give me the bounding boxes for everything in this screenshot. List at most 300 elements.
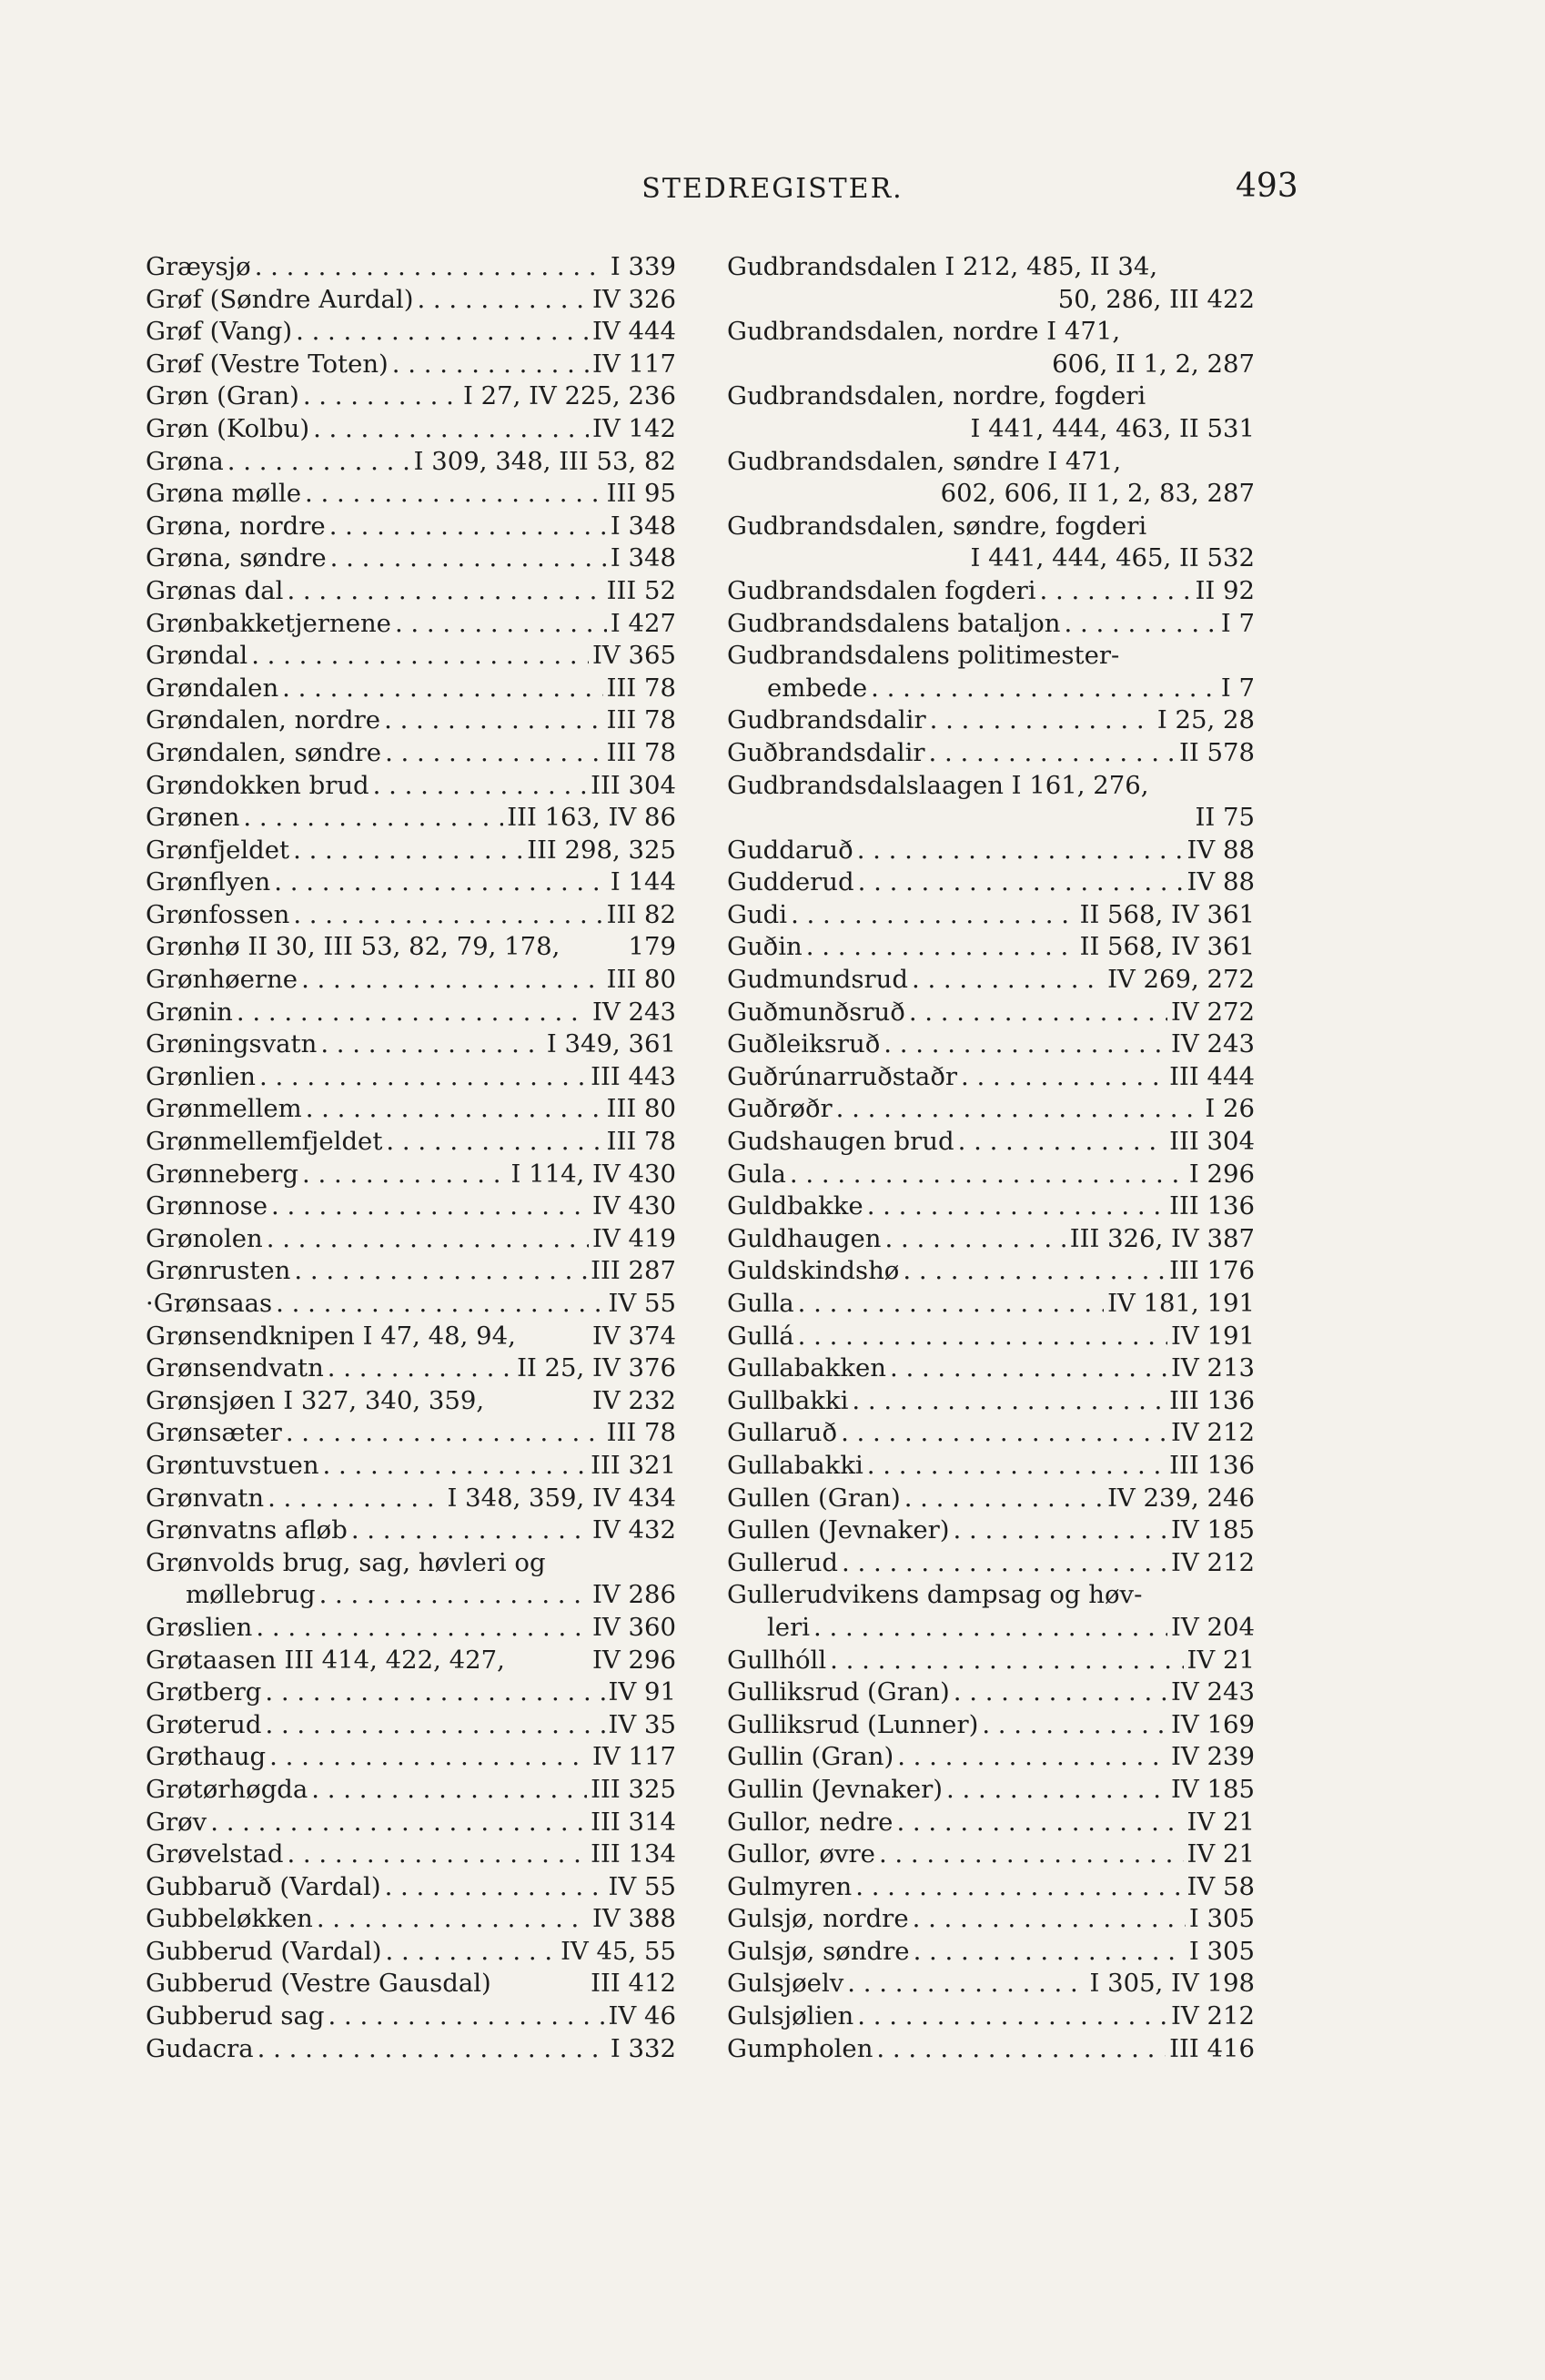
dot-leader [302,1159,507,1191]
entry-reference: I 348, 359, IV 434 [447,1483,676,1513]
entry-reference: I 332 [610,2033,676,2063]
entry-term: Gullor, øvre [727,1839,875,1869]
entry-term: Gulsjølien [727,2001,854,2031]
dot-leader [271,1190,589,1223]
dot-leader [274,866,607,899]
index-entry [146,1676,676,1709]
entry-term: Gudi [727,899,788,929]
entry-reference: I 441, 444, 463, II 531 [970,413,1255,443]
index-entry [146,478,676,511]
dot-leader [317,1903,589,1936]
index-entry [727,1871,1255,1904]
index-entry [146,1450,676,1483]
entry-reference: IV 169 [1171,1709,1255,1739]
entry-reference: III 136 [1169,1385,1255,1415]
entry-reference: III 326, IV 387 [1069,1223,1255,1253]
entry-term: Grøn (Kolbu) [146,413,310,443]
index-entry [146,380,676,413]
dot-leader [227,446,410,479]
entry-term: Grøndokken brud [146,770,369,800]
entry-term: Gullin (Gran) [727,1742,894,1772]
index-entry [727,673,1255,705]
dot-leader [855,1871,1183,1904]
dot-leader [293,835,523,867]
index-entry [146,1741,676,1774]
entry-reference: IV 185 [1171,1515,1255,1545]
index-entry [727,1126,1255,1159]
dot-leader [913,1903,1186,1936]
dot-leader [328,1352,513,1385]
entry-reference: III 287 [591,1256,676,1286]
entry-term: Gudbrandsdalir [727,705,926,735]
dot-leader [841,1417,1167,1450]
dot-leader [858,866,1184,899]
entry-term: Grøna, nordre [146,511,326,541]
entry-term: Grønolen [146,1223,263,1253]
entry-term: Guðin [727,932,803,962]
dot-leader [385,1871,605,1904]
entry-reference: III 95 [606,479,676,509]
entry-reference: II 75 [1195,803,1255,833]
entry-reference: I 144 [610,867,676,897]
dot-leader [306,1093,603,1126]
index-entry [727,608,1255,641]
dot-leader [386,1936,558,1969]
dot-leader [265,1676,604,1709]
index-entry [146,446,676,479]
index-entry [727,931,1255,964]
entry-term: Grønsendvatn [146,1353,324,1383]
entry-term: Guldhaugen [727,1223,882,1253]
dot-leader [286,1417,603,1450]
index-entry [727,704,1255,737]
entry-reference: 179 [628,932,676,962]
entry-term: Gullen (Gran) [727,1483,901,1513]
index-entry [727,446,1255,479]
entry-term: Gulsjøelv [727,1969,844,1999]
dot-leader [958,1126,1166,1159]
entry-reference: I 25, 28 [1156,705,1255,735]
index-entry [146,673,676,705]
dot-leader [319,1579,589,1612]
entry-reference: III 136 [1169,1191,1255,1221]
entry-term: Grønhø II 30, III 53, 82, 79, 178, [146,932,560,962]
entry-reference: IV 45, 55 [560,1936,676,1966]
index-entry [727,1061,1255,1094]
index-entry [727,316,1255,349]
entry-reference: III 304 [1169,1127,1255,1157]
index-entry [146,542,676,575]
entry-term: Grønflyen [146,867,271,897]
dot-leader [329,511,607,543]
dot-leader [867,1190,1166,1223]
entry-term: Gullaruð [727,1418,838,1448]
entry-reference: III 78 [606,1127,676,1157]
entry-reference: IV 21 [1187,1839,1255,1869]
index-entry [727,1968,1255,2000]
index-entry [727,1709,1255,1742]
entry-reference: III 412 [591,1969,676,1999]
entry-term: Grønlien [146,1061,256,1091]
entry-reference: IV 388 [592,1904,676,1934]
entry-reference: I 305, IV 198 [1089,1969,1255,1999]
entry-term: Grøtberg [146,1677,262,1707]
entry-term: Gubbaruð (Vardal) [146,1871,381,1901]
entry-reference: IV 204 [1171,1612,1255,1642]
entry-term: Grøn (Gran) [146,381,299,411]
entry-reference: III 82 [606,899,676,929]
entry-reference: IV 430 [592,1191,676,1221]
entry-reference: IV 360 [592,1612,676,1642]
entry-reference: IV 326 [592,284,676,314]
index-entry [727,1838,1255,1871]
entry-reference: III 78 [606,705,676,735]
entry-term: ·Grønsaas [146,1289,273,1318]
index-entry [727,1936,1255,1969]
index-entry [727,1352,1255,1385]
dot-leader [256,1612,589,1645]
dot-leader [852,1385,1166,1418]
index-entry [146,835,676,867]
entry-term: Grøf (Søndre Aurdal) [146,284,414,314]
dot-leader [296,316,589,349]
dot-leader [867,1450,1166,1483]
index-entry [146,511,676,543]
index-entry [727,1514,1255,1547]
entry-reference: III 80 [606,1094,676,1124]
index-entry [727,511,1255,543]
dot-leader [954,1676,1167,1709]
dot-leader [384,704,603,737]
entry-term: Grøndal [146,641,248,671]
entry-reference: I 305 [1188,1936,1255,1966]
dot-leader [265,1709,604,1742]
dot-leader [961,1061,1166,1094]
entry-reference: III 78 [606,1418,676,1448]
entry-reference: IV 212 [1171,1418,1255,1448]
entry-term: Guðleiksruð [727,1029,881,1059]
dot-leader [896,1807,1183,1839]
index-entry [727,640,1255,673]
entry-term: Gubberud sag [146,2001,325,2031]
entry-reference: IV 243 [592,997,676,1027]
dot-leader [320,1028,543,1061]
dot-leader [259,1061,587,1094]
dot-leader [909,997,1167,1029]
entry-reference: III 444 [1169,1061,1255,1091]
entry-term: Grøslien [146,1612,253,1642]
entry-reference: I 296 [1188,1159,1255,1189]
entry-term: Grønbakketjernene [146,608,391,638]
entry-term: Gula [727,1159,786,1189]
index-entry [146,349,676,381]
dot-leader [914,1936,1186,1969]
entry-term: Gullabakken [727,1353,886,1383]
entry-reference: III 321 [591,1450,676,1480]
index-entry [727,1579,1255,1612]
index-entry [146,608,676,641]
left-column [146,251,676,2065]
index-entry [146,1028,676,1061]
right-column [727,251,1255,2065]
entry-term: Grøna mølle [146,479,302,509]
dot-leader [311,1774,587,1807]
entry-term: Grønmellemfjeldet [146,1127,383,1157]
dot-leader [890,1352,1167,1385]
entry-reference: III 78 [606,673,676,703]
dot-leader [871,673,1217,705]
entry-term: Gullen (Jevnaker) [727,1515,950,1545]
entry-reference: IV 239, 246 [1107,1483,1255,1513]
index-entry [727,1450,1255,1483]
index-entry [727,1321,1255,1353]
entry-term: Grønnose [146,1191,268,1221]
entry-term: Grønen [146,803,240,833]
dot-leader [879,1838,1184,1871]
index-entry [727,1645,1255,1677]
index-entry [146,1483,676,1515]
entry-reference: I 348 [610,543,676,573]
dot-leader [287,575,602,608]
entry-term: Gullhóll [727,1645,827,1675]
index-entry [146,640,676,673]
entry-reference: IV 117 [592,349,676,379]
entry-term: Guldskindshø [727,1256,900,1286]
index-entry [727,1288,1255,1321]
entry-term: Gulsjø, nordre [727,1904,909,1934]
index-entry [146,1774,676,1807]
entry-reference: III 176 [1169,1256,1255,1286]
index-entry [727,835,1255,867]
entry-reference: IV 88 [1187,867,1255,897]
dot-leader [876,2033,1166,2066]
entry-term: Grønas dal [146,575,284,605]
dot-leader [282,673,603,705]
entry-reference: III 314 [591,1807,676,1837]
entry-term: Gudbrandsdalen fogderi [727,575,1036,605]
dot-leader [392,349,589,381]
index-entry [146,316,676,349]
dot-leader [791,899,1076,932]
index-entry [146,2033,676,2066]
entry-reference: III 80 [606,965,676,995]
entry-term: Grønmellem [146,1094,302,1124]
dot-leader [258,2033,607,2066]
dot-leader [847,1968,1086,2000]
entry-reference: I 427 [610,608,676,638]
entry-term: møllebrug [186,1580,316,1610]
entry-reference: IV 191 [1171,1321,1255,1351]
entry-term: Guðrúnarruðstaðr [727,1061,958,1091]
index-entry [146,1385,676,1418]
entry-term: Gudderud [727,867,854,897]
index-entry [146,1093,676,1126]
index-entry [146,2000,676,2033]
entry-term: Gudbrandsdalen I 212, 485, II 34, [727,252,1158,281]
entry-reference: I 441, 444, 465, II 532 [970,543,1255,573]
index-entry [146,997,676,1029]
entry-term: Grøtaasen III 414, 422, 427, [146,1645,505,1675]
dot-leader [903,1255,1166,1288]
entry-term: leri [767,1612,811,1642]
index-entry [727,542,1255,575]
entry-term: Gulliksrud (Lunner) [727,1709,979,1739]
dot-leader [323,1450,588,1483]
dot-leader [243,802,503,835]
index-entry [727,1807,1255,1839]
index-entry [146,1514,676,1547]
index-entry [727,1417,1255,1450]
entry-term: Grønfjeldet [146,835,290,865]
entry-reference: IV 232 [592,1385,676,1415]
index-entry [727,997,1255,1029]
entry-term: Gudbrandsdalen, søndre, fogderi [727,511,1147,541]
index-entry [727,251,1255,284]
index-entry [727,1774,1255,1807]
entry-term: Grøvelstad [146,1839,284,1869]
entry-term: Gudshaugen brud [727,1127,954,1157]
entry-term: Guðbrandsdalir [727,737,925,767]
entry-term: Gudbrandsdalens politimester- [727,641,1120,671]
entry-reference: III 163, IV 86 [507,803,676,833]
entry-term: Guldbakke [727,1191,863,1221]
entry-term: Gudbrandsdalen, nordre, fogderi [727,381,1146,411]
entry-term: Grøndalen [146,673,279,703]
dot-leader [830,1645,1183,1677]
entry-reference: IV 419 [592,1223,676,1253]
entry-reference: IV 213 [1171,1353,1255,1383]
dot-leader [237,997,589,1029]
dot-leader [269,1741,589,1774]
dot-leader [904,1483,1104,1515]
dot-leader [884,1028,1167,1061]
dot-leader [930,704,1154,737]
index-entry [727,1676,1255,1709]
dot-leader [912,964,1104,997]
entry-term: Grøf (Vestre Toten) [146,349,389,379]
index-entry [146,866,676,899]
index-entry [146,1352,676,1385]
entry-term: Gullbakki [727,1385,849,1415]
dot-leader [328,2000,604,2033]
dot-leader [373,770,588,803]
entry-reference: IV 272 [1171,997,1255,1027]
entry-term: embede [767,673,868,703]
entry-term: Grønsendknipen I 47, 48, 94, [146,1321,516,1351]
dot-leader [287,1838,587,1871]
entry-reference: IV 91 [608,1677,676,1707]
entry-reference: IV 243 [1171,1029,1255,1059]
entry-reference: I 26 [1205,1094,1255,1124]
entry-term: Gullerud [727,1547,839,1577]
entry-term: Guddaruð [727,835,853,865]
entry-term: Grønin [146,997,233,1027]
index-entry [146,899,676,932]
dot-leader [1040,575,1192,608]
entry-reference: I 349, 361 [546,1029,676,1059]
entry-reference: IV 55 [608,1289,676,1318]
entry-term: Grønrusten [146,1256,291,1286]
index-entry [727,284,1255,317]
entry-term: Gulliksrud (Gran) [727,1677,950,1707]
entry-reference: III 134 [591,1839,676,1869]
index-entry [727,413,1255,446]
dot-leader [268,1483,443,1515]
entry-term: Gulsjø, søndre [727,1936,910,1966]
dot-leader [385,737,603,770]
entry-term: Gumpholen [727,2033,873,2063]
entry-reference: IV 365 [592,641,676,671]
index-entry [727,2033,1255,2066]
index-entry [727,899,1255,932]
entry-reference: I 309, 348, III 53, 82 [413,446,676,476]
entry-reference: I 7 [1220,608,1255,638]
entry-term: Gullerudvikens dampsag og høv- [727,1580,1143,1610]
index-entry [146,1288,676,1321]
entry-term: Grønvatns afløb [146,1515,348,1545]
dot-leader [885,1223,1066,1256]
entry-reference: IV 58 [1187,1871,1255,1901]
index-entry [727,802,1255,835]
index-entry [727,575,1255,608]
entry-reference: IV 117 [592,1742,676,1772]
entry-reference: IV 46 [608,2001,676,2031]
entry-term: Grøndalen, nordre [146,705,381,735]
entry-reference: IV 88 [1187,835,1255,865]
index-entry [727,1547,1255,1580]
entry-reference: IV 35 [608,1709,676,1739]
entry-reference: IV 243 [1171,1677,1255,1707]
index-entry [146,1321,676,1353]
entry-term: Grønvolds brug, sag, høvleri og [146,1547,546,1577]
entry-reference: I 27, IV 225, 236 [462,381,676,411]
index-entry [727,1612,1255,1645]
dot-leader [251,640,589,673]
entry-term: Gulmyren [727,1871,853,1901]
dot-leader [806,931,1076,964]
entry-reference: 606, II 1, 2, 287 [1052,349,1255,379]
entry-term: Grøf (Vang) [146,317,293,347]
dot-leader [386,1126,602,1159]
index-entry [146,575,676,608]
entry-term: Gullor, nedre [727,1807,894,1837]
dot-leader [790,1159,1186,1191]
entry-term: Gubbeløkken [146,1904,313,1934]
index-entry [146,1159,676,1191]
dot-leader [946,1774,1167,1807]
dot-leader [276,1288,604,1321]
entry-reference: IV 21 [1187,1645,1255,1675]
entry-reference: IV 21 [1187,1807,1255,1837]
entry-term: Grøthaug [146,1742,267,1772]
entry-term: Gudbrandsdalslaagen I 161, 276, [727,770,1149,800]
entry-term: Guðrøðr [727,1094,833,1124]
index-entry [146,1126,676,1159]
page-title: STEDREGISTER. [641,173,904,205]
index-entry [727,1741,1255,1774]
entry-term: Gulla [727,1289,794,1318]
index-entry [146,1807,676,1839]
entry-reference: IV 296 [592,1645,676,1675]
entry-term: Grønfossen [146,899,290,929]
index-entry [146,413,676,446]
entry-reference: III 325 [591,1774,676,1804]
entry-term: Gubberud (Vestre Gausdal) [146,1969,491,1999]
entry-term: Gudbrandsdalen, nordre I 471, [727,317,1121,347]
index-entry [727,380,1255,413]
index-entry [146,704,676,737]
index-entry [146,284,676,317]
